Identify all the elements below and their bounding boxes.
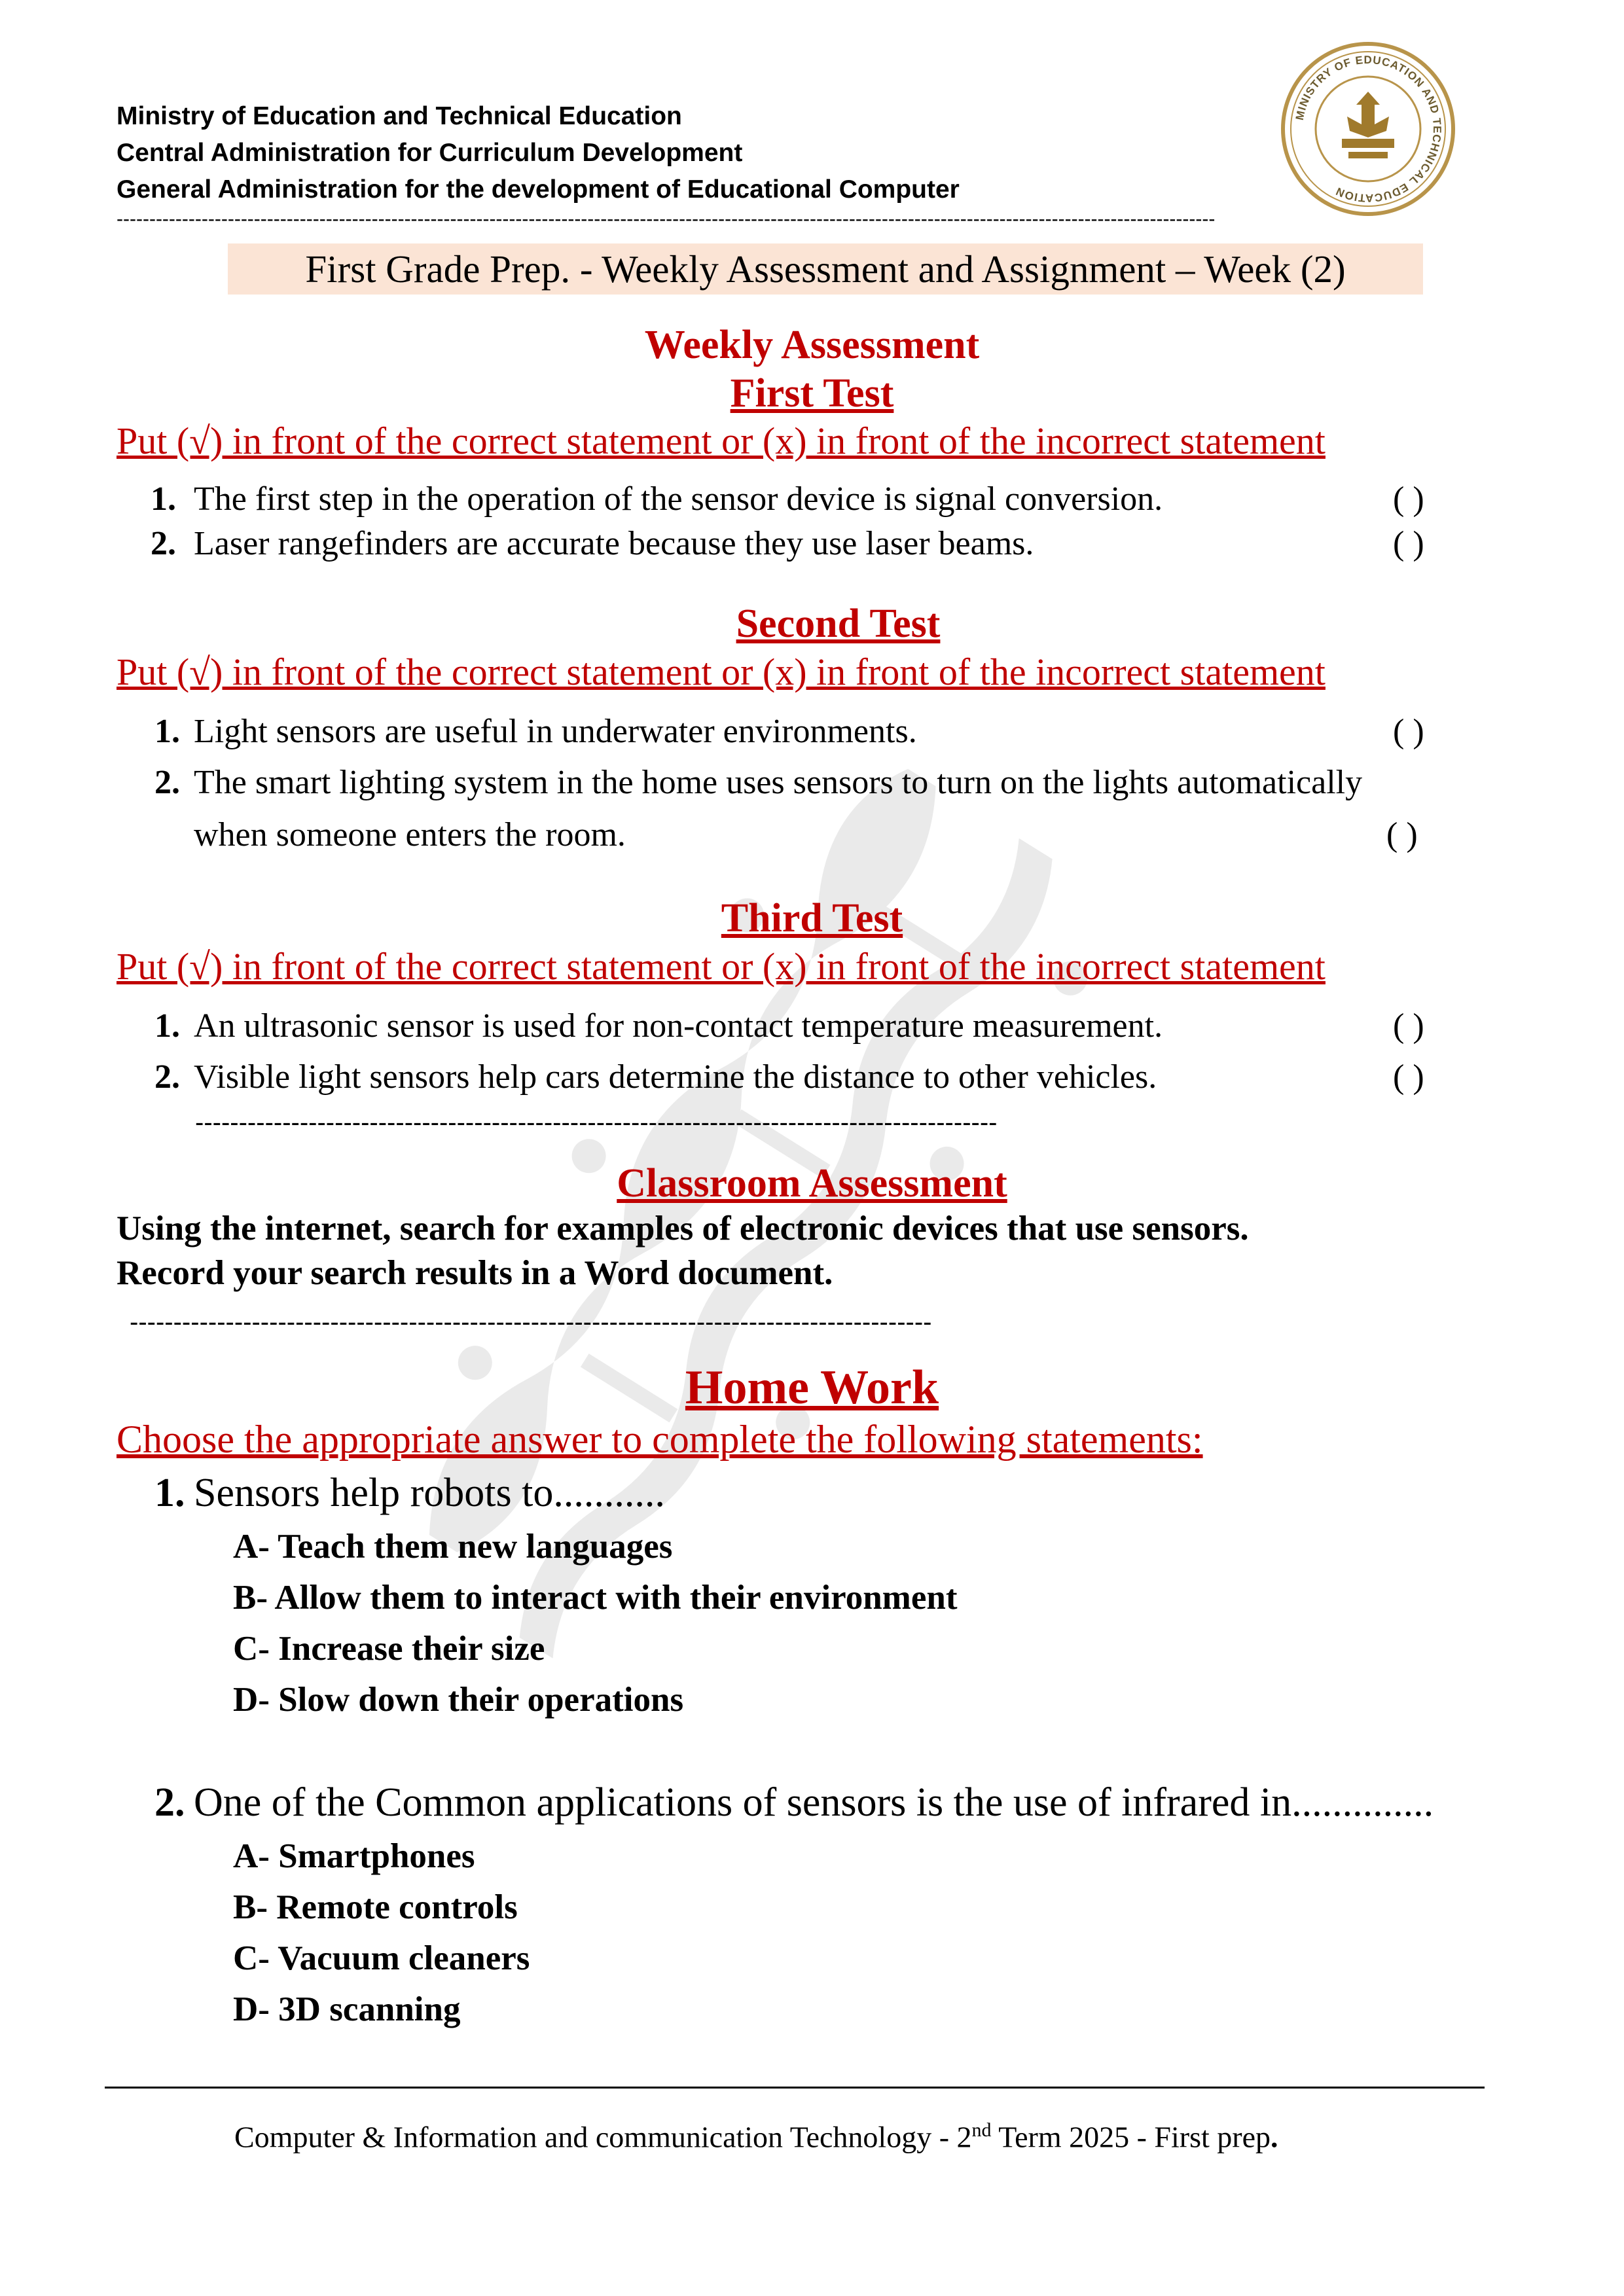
answer-option[interactable]: D- 3D scanning [233, 1990, 461, 2028]
answer-option[interactable]: D- Slow down their operations [233, 1681, 684, 1719]
item-text: Light sensors are useful in underwater environments. [194, 713, 917, 750]
header-line-2: Central Administration for Curriculum Development [117, 139, 743, 167]
item-text-continued: when someone enters the room. [194, 816, 626, 853]
second-test-heading: Second Test [736, 601, 941, 646]
second-test-instruction: Put (√) in front of the correct statement or (x) in front of the incorrect statement [117, 651, 1326, 693]
answer-option[interactable]: C- Vacuum cleaners [233, 1939, 530, 1977]
footer-divider [105, 2087, 1485, 2089]
item-text: An ultrasonic sensor is used for non-contact temperature measurement. [194, 1007, 1163, 1045]
answer-blank[interactable]: ( ) [1393, 713, 1424, 750]
first-test-instruction: Put (√) in front of the correct statement or (x) in front of the incorrect statement [117, 420, 1326, 462]
answer-blank[interactable]: ( ) [1393, 525, 1424, 562]
homework-heading: Home Work [685, 1361, 939, 1414]
question-number: 1. [154, 1471, 185, 1515]
ministry-header [117, 98, 960, 208]
third-test-heading: Third Test [721, 896, 903, 941]
answer-blank[interactable]: ( ) [1393, 1058, 1424, 1096]
question-text: Sensors help robots to........... [194, 1471, 665, 1515]
item-number: 2. [154, 1058, 180, 1096]
item-number: 2. [154, 764, 180, 801]
item-number: 1. [154, 1007, 180, 1045]
item-number: 1. [154, 713, 180, 750]
question-number: 2. [154, 1780, 185, 1825]
footer-suffix: Term 2025 - First prep [991, 2120, 1271, 2154]
answer-blank[interactable]: ( ) [1393, 1007, 1424, 1045]
answer-option[interactable]: B- Allow them to interact with their environment [233, 1579, 958, 1617]
third-test-instruction: Put (√) in front of the correct statement or (x) in front of the incorrect statement [117, 945, 1326, 988]
page-title: First Grade Prep. - Weekly Assessment and Assignment – Week (2) [228, 243, 1423, 295]
answer-blank[interactable]: ( ) [1393, 480, 1424, 518]
homework-instruction: Choose the appropriate answer to complete the following statements: [117, 1418, 1203, 1461]
item-number: 1. [151, 480, 176, 518]
question-text: One of the Common applications of sensors is the use of infrared in.............. [194, 1780, 1434, 1825]
answer-option[interactable]: A- Teach them new languages [233, 1528, 673, 1566]
footer-superscript: nd [971, 2119, 992, 2141]
header-line-1: Ministry of Education and Technical Education [117, 102, 682, 130]
footer-prefix: Computer & Information and communication Technology - 2 [234, 2120, 972, 2154]
weekly-assessment-heading: Weekly Assessment [644, 323, 980, 367]
answer-option[interactable]: A- Smartphones [233, 1837, 475, 1875]
answer-option[interactable]: B- Remote controls [233, 1888, 518, 1926]
answer-option[interactable]: C- Increase their size [233, 1630, 545, 1668]
header-line-3: General Administration for the development of Educational Computer [117, 175, 960, 204]
footer-dot: . [1271, 2120, 1278, 2154]
answer-blank[interactable]: ( ) [1386, 816, 1418, 853]
classroom-task-line-2: Record your search results in a Word document. [117, 1254, 833, 1292]
item-text: Laser rangefinders are accurate because they use laser beams. [194, 525, 1034, 562]
svg-text:MINISTRY OF EDUCATION AND TECH: MINISTRY OF EDUCATION AND TECHNICAL EDUCATION [1293, 53, 1444, 205]
item-text: Visible light sensors help cars determine the distance to other vehicles. [194, 1058, 1157, 1096]
classroom-task-line-1: Using the internet, search for examples of electronic devices that use sensors. [117, 1210, 1249, 1247]
first-test-heading: First Test [730, 371, 894, 416]
section-separator: -------------------------------------------------------------------------------------------- [195, 1108, 998, 1137]
item-text: The first step in the operation of the sensor device is signal conversion. [194, 480, 1163, 518]
ministry-seal-logo [1280, 41, 1456, 217]
header-separator: ------------------------------------------------------------------------------------------------------------------------------------------------------------------------ [117, 208, 1216, 230]
item-text: The smart lighting system in the home uses sensors to turn on the lights automatically [194, 764, 1363, 801]
page-footer [234, 2119, 1278, 2154]
classroom-assessment-heading: Classroom Assessment [617, 1161, 1007, 1206]
classroom-task [117, 1206, 1249, 1295]
section-separator: -------------------------------------------------------------------------------------------- [130, 1308, 932, 1336]
item-number: 2. [151, 525, 176, 562]
